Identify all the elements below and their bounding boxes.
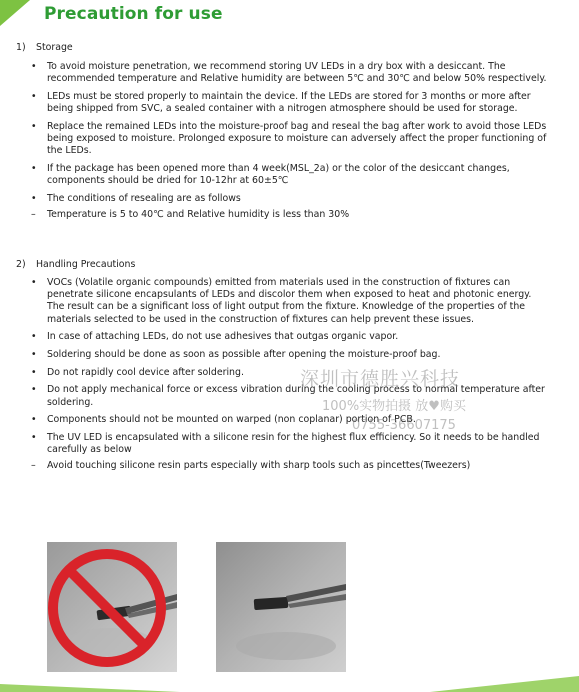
storage-number: 1) [16,42,26,53]
bullet-icon: • [31,90,37,102]
watermark-phone: 0755-36607175 [352,418,456,433]
bullet-icon: • [31,349,37,361]
list-item: • Soldering should be done as soon as possible after opening the moisture-proof bag. [31,349,441,361]
dash-icon: – [31,460,36,472]
list-item: • Do not rapidly cool device after soldering. [31,366,244,378]
photo-correct-handling [216,542,346,672]
list-item: • VOCs (Volatile organic compounds) emitted from materials used in the construction of fixtures can penetrate silicone encapsulants of LEDs and discolor them when exposed to heat and photonic energy. The result can be a significant loss of light output from the fixture. Knowledge of the properties of the materials selected to be used in the construction of fixtures can help prevent these issues. [31,277,532,325]
bullet-icon: • [31,61,37,72]
storage-heading [16,42,73,53]
tweezers-led-photo [47,542,177,672]
handling-number: 2) [16,259,26,270]
corner-decoration-top [0,0,36,30]
storage-title: Storage [36,42,73,53]
list-item: • The UV LED is encapsulated with a silicone resin for the highest flux efficiency. So it needs to be handled carefully as below [31,432,540,456]
handling-heading [16,259,135,270]
bullet-icon: • [31,384,37,396]
bullet-icon: • [31,414,37,426]
bullet-icon: • [31,277,37,288]
list-item: • Components should not be mounted on warped (non coplanar) portion of PCB. [31,414,416,426]
list-item: • In case of attaching LEDs, do not use adhesives that outgas organic vapor. [31,331,399,343]
bullet-icon: • [31,162,37,174]
watermark-company: 深圳市德胜兴科技 [300,368,461,390]
tweezers-led-photo [216,542,346,672]
photo-wrong-handling [47,542,177,672]
handling-list [31,277,551,478]
dash-icon: – [31,209,36,221]
bullet-icon: • [31,331,37,343]
watermark-slogan: 100%实物拍摄 放♥购买 [322,399,466,414]
bullet-icon: • [31,192,37,204]
sub-list-item: – Avoid touching silicone resin parts especially with sharp tools such as pincettes(Tweezers) [31,460,471,472]
list-item: • Do not apply mechanical force or excess vibration during the cooling process to normal temperature after soldering. [31,384,545,408]
bullet-icon: • [31,366,37,378]
storage-list [31,61,551,227]
list-item: • LEDs must be stored properly to maintain the device. If the LEDs are stored for 3 months or more after being shipped from SVC, a sealed container with a nitrogen atmosphere should be used for storage. [31,90,531,115]
list-item: • The conditions of resealing are as follows [31,192,241,204]
bullet-icon: • [31,432,37,444]
list-item: • To avoid moisture penetration, we recommend storing UV LEDs in a dry box with a desiccant. The recommended temperature and Relative humidity are between 5℃ and 30℃ and below 50% respectively. [31,61,547,85]
page-title: Precaution for use [44,4,223,24]
list-item: • Replace the remained LEDs into the moisture-proof bag and reseal the bag after work to avoid those LEDs being exposed to moisture. Prolonged exposure to moisture can adversely affect the proper functioning of the LEDs. [31,120,547,157]
bullet-icon: • [31,120,37,132]
list-item: • If the package has been opened more than 4 week(MSL_2a) or the color of the desiccant changes, components should be dried for 10-12hr at 60±5℃ [31,162,510,187]
handling-title: Handling Precautions [36,259,136,270]
sub-list-item: – Temperature is 5 to 40℃ and Relative humidity is less than 30% [31,209,350,221]
corner-decoration-bottom [0,670,579,692]
